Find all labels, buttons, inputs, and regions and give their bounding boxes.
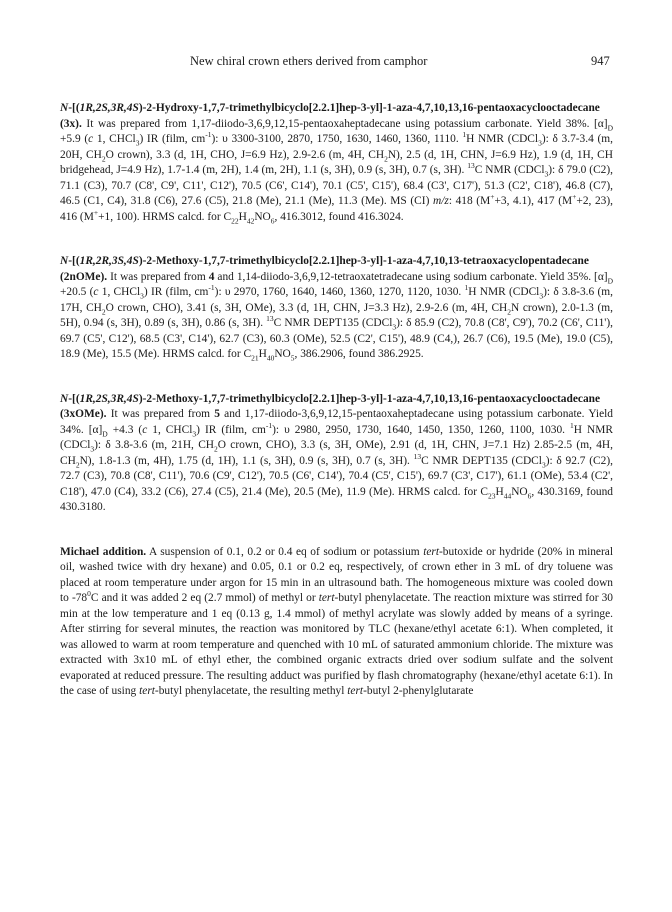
paragraph-body: It was prepared from 1,17-diiodo-3,6,9,12,15-pentaoxaheptadecane using potassium carbonate. Yield 38%. $[\alpha]_D +5.9$ (c 1, CHCl$_3$) IR (film, $cm^{-1}$): υ 3300-3100, 2870, 1750, 1630, 1460, 1360, 1110. $^1$H NMR (CDCl$_3$): δ 3.7-3.4 (m, 20H, $CH_2O$ crown), 3.3 (d, 1H, CHO, J=6.9 Hz), 2.9-2.6 (m, 4H, $CH_2N$), 2.5 (d, 1H, CHN, J=6.9 Hz), 1.9 (d, 1H, CH bridgehead, J=4.9 Hz), 1.7-1.4 (m, 2H), 1.4 (m, 2H), 1.1 (s, 3H), 0.9 (s, 3H), 0.7 (s, 3H). $^{13}$C NMR (CDCl$_3$): δ 79.0 (C2), 71.1 (C3), 70.7 (C8', C9', C11', C12'), 70.5 (C6', C14'), 70.1 (C5', C15'), 68.4 (C3', C17'), 51.3 (C2', C18'), 46.8 (C7), 46.5 (C1, C4), 31.8 (C6), 27.6 (C5), 21.8 (Me), 21.1 (Me), 11.3 (Me). MS (CI) m/z: 418 (M++3, 4.1), 417 (M++2, 23), 416 (M++1, 100). HRMS calcd. for $C_{22}H_{42}NO_6$, 416.3012, found 416.3024. <box>60 117 614 225</box>
paragraph-michael-addition <box>60 545 613 700</box>
running-head-title: New chiral crown ethers derived from camphor <box>190 54 428 68</box>
paragraph-heading: N-[(1R,2S,3R,4S)-2-Methoxy-1,7,7-trimethylbicyclo[2.2.1]hep-3-yl]-1-aza-4,7,10,13,16-pentaoxacyclooctadecane (3xOMe). <box>60 392 601 420</box>
paragraph-compound-3x <box>60 101 613 225</box>
paragraph-body: It was prepared from 4 and 1,14-diiodo-3,6,9,12-tetraoxatetradecane using sodium carbonate. Yield 35%. $[\alpha]_D +20.5$ (c 1, CHCl$_3$) IR (film, $cm^{-1}$): υ 2970, 1760, 1640, 1460, 1360, 1270, 1120, 1030. $^1$H NMR (CDCl$_3$): δ 3.8-3.6 (m, 17H, $CH_2O$ crown, CHO), 3.41 (s, 3H, OMe), 3.3 (d, 1H, CHN, J=3.3 Hz), 2.9-2.6 (m, 4H, $CH_2N$ crown), 2.0-1.3 (m, 5H), 0.94 (s, 3H), 0.89 (s, 3H), 0.86 (s, 3H). $^{13}$C NMR DEPT135 (CDCl$_3$): δ 85.9 (C2), 70.8 (C8', C9'), 70.2 (C6', C11'), 69.7 (C5', C12'), 68.5 (C3', C14'), 62.7 (C3), 60.3 (OMe), 52.5 (C2', C15'), 48.9 (C4,), 26.7 (C6), 19.5 (Me), 19.0 (C5), 18.9 (Me), 15.5 (Me). HRMS calcd. for $C_{21}H_{40}NO_5$, 386.2906, found 386.2925. <box>60 270 613 363</box>
paragraph-heading: N-[(1R,2R,3S,4S)-2-Methoxy-1,7,7-trimethylbicyclo[2.2.1]hep-3-yl]-1-aza-4,7,10,13-tetraoxacyclopentadecane (2nOMe). <box>60 255 589 283</box>
body-text <box>60 101 613 700</box>
paragraph-body: A suspension of 0.1, 0.2 or 0.4 eq of sodium or potassium tert-butoxide or hydride (20% in mineral oil, washed twice with dry hexane) and 0.05, 0.1 or 0.2 eq, respectively, of crown ether in 3 mL of dry toluene was placed at room temperature under argon for 15 min in an ultrasound bath. The homogeneous mixture was cooled down to $-78^0C$ and it was added 2 eq (2.7 mmol) of methyl or tert-butyl phenylacetate. The reaction mixture was stirred for 30 min at the low temperature and 1 eq (0.13 g, 1.4 mmol) of methyl acrylate was slowly added by means of a syringe. After stirring for several minutes, the reaction was monitored by TLC (hexane/ethyl acetate 6:1). When completed, it was allowed to warm at room temperature and quenched with 10 mL of saturated ammonium chloride. The mixture was extracted with 3x10 mL of ethyl ether, the combined organic extracts dried over sodium sulfate and the solvent evaporated at reduced pressure. The resulting adduct was purified by flash chromatography (hexane/ethyl acetate 6:1). In the case of using tert-butyl phenylacetate, the resulting methyl tert-butyl 2-phenylglutarate <box>60 545 613 697</box>
paragraph-heading: N-[(1R,2S,3R,4S)-2-Hydroxy-1,7,7-trimethylbicyclo[2.2.1]hep-3-yl]-1-aza-4,7,10,13,16-pentaoxacyclooctadecane (3x). <box>60 102 600 130</box>
page-number: 947 <box>591 54 610 68</box>
paragraph-compound-3xOMe <box>60 392 613 516</box>
paragraph-body: It was prepared from 5 and 1,17-diiodo-3,6,9,12,15-pentaoxaheptadecane using potassium carbonate. Yield 34%. $[\alpha]_D +4.3$ (c 1, CHCl$_3$) IR (film, $cm^{-1}$): υ 2980, 2950, 1730, 1640, 1450, 1350, 1260, 1100, 1030. $^1$H NMR (CDCl$_3$): δ 3.8-3.6 (m, 21H, $CH_2O$ crown, CHO), 3.3 (s, 3H, OMe), 2.91 (d, 1H, CHN, J=7.1 Hz) 2.85-2.5 (m, 4H, $CH_2N$), 1.8-1.3 (m, 4H), 1.75 (d, 1H), 1.1 (s, 3H), 0.9 (s, 3H), 0.7 (s, 3H). $^{13}$C NMR DEPT135 (CDCl$_3$): δ 92.7 (C2), 72.7 (C3), 70.8 (C8', C11'), 70.6 (C9', C12'), 70.5 (C6', C14'), 70.4 (C5', C15'), 69.7 (C3', C17'), 61.1 (OMe), 53.4 (C2', C18'), 47.0 (C4), 33.2 (C6), 27.4 (C5), 21.4 (Me), 20.5 (Me), 11.9 (Me). HRMS calcd. for $C_{23}H_{44}NO_6$, 430.3169, found 430.3180. <box>60 408 614 513</box>
paragraph-heading: Michael addition. <box>60 545 147 558</box>
paragraph-compound-2nOMe <box>60 254 613 363</box>
